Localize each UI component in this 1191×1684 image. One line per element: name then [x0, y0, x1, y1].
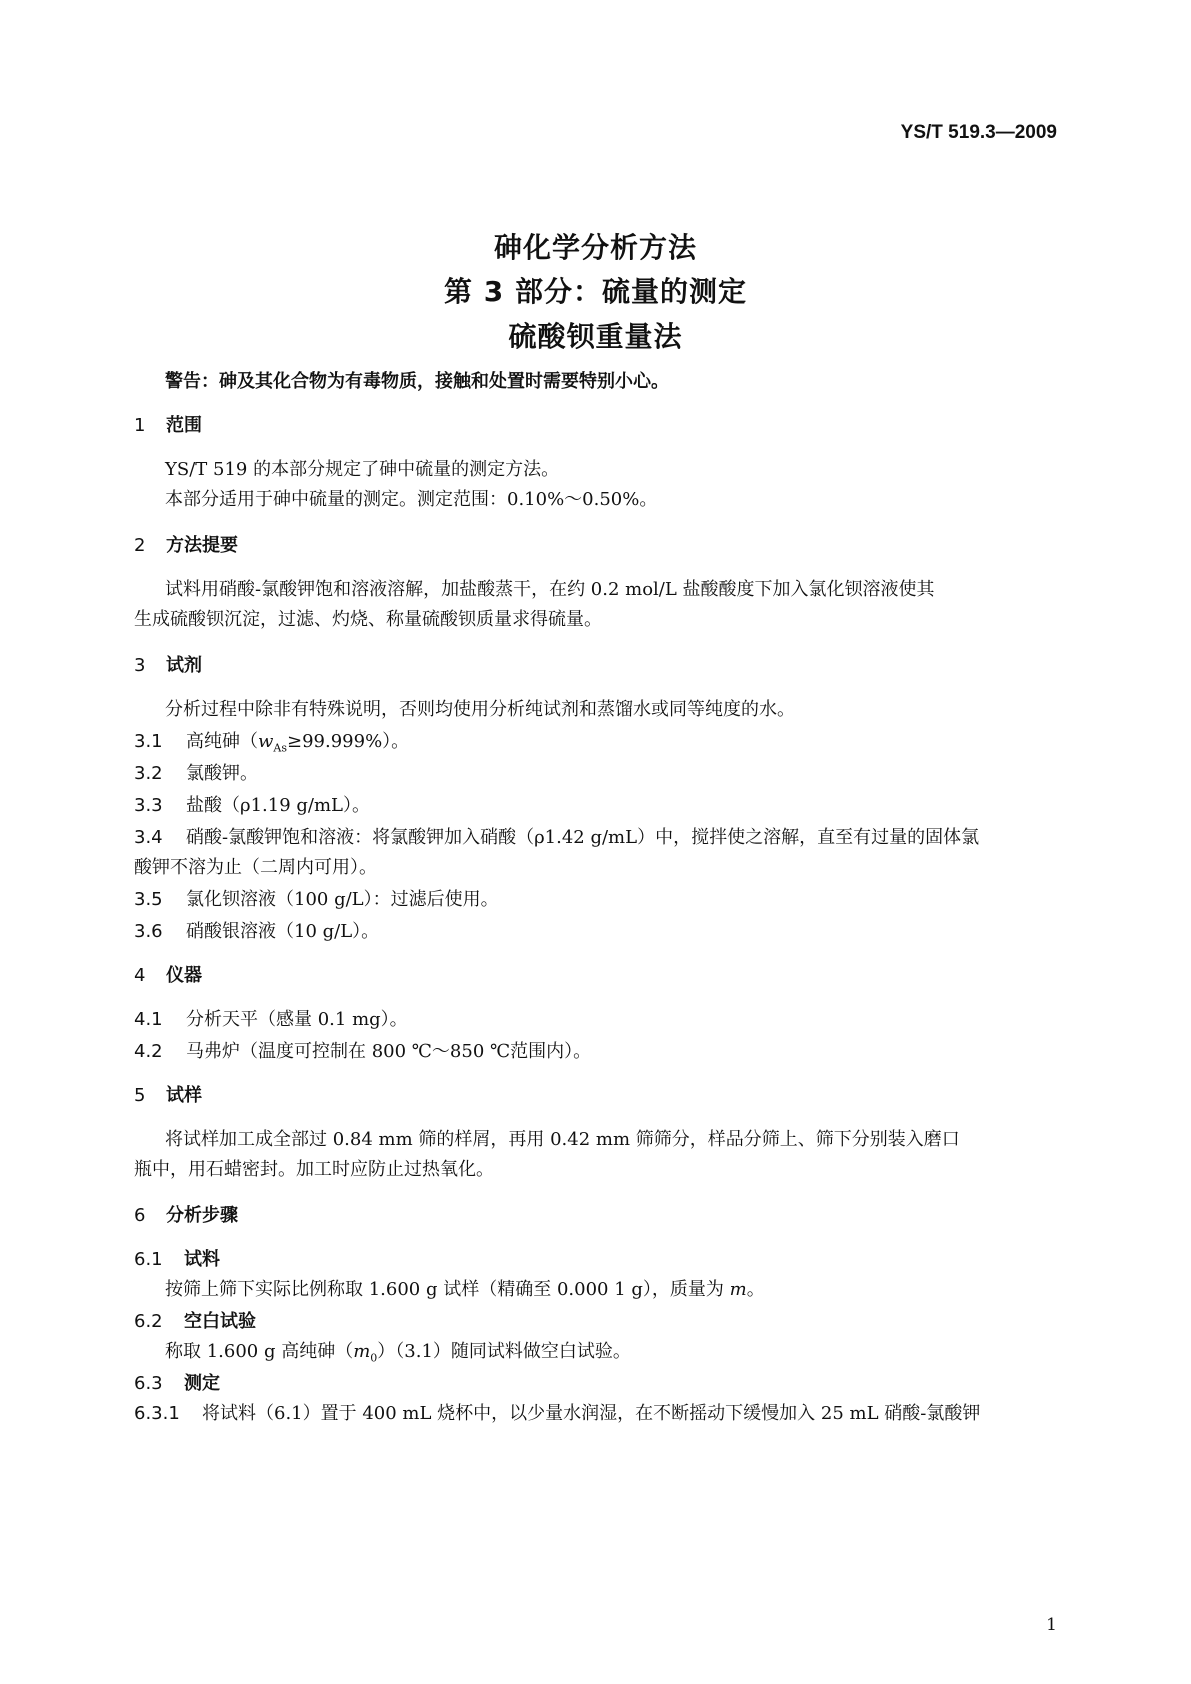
list-item	[134, 887, 499, 913]
math-subscript: 0	[370, 1351, 378, 1365]
subsection-title: 测定	[184, 1373, 220, 1394]
paragraph	[165, 1277, 765, 1303]
item-number: 3.3	[134, 795, 163, 816]
subsection-number: 6.1	[134, 1249, 163, 1270]
item-text: 硝酸银溶液（10 g/L）。	[186, 921, 380, 942]
item-number: 3.6	[134, 921, 163, 942]
item-text: ≥99.999%）。	[287, 731, 410, 752]
math-subscript: As	[273, 741, 288, 755]
item-text: 氯化钡溶液（100 g/L）：过滤后使用。	[186, 889, 499, 910]
paragraph: 分析过程中除非有特殊说明，否则均使用分析纯试剂和蒸馏水或同等纯度的水。	[165, 699, 795, 720]
list-item	[134, 729, 409, 762]
subsection-number: 6.2	[134, 1311, 163, 1332]
item-text: 分析天平（感量 0.1 mg）。	[186, 1009, 408, 1030]
warning-text: 警告：砷及其化合物为有毒物质，接触和处置时需要特别小心。	[165, 371, 669, 392]
section-number: 6	[134, 1205, 146, 1226]
section-6-heading	[134, 1203, 238, 1229]
section-title: 范围	[166, 415, 202, 436]
section-number: 5	[134, 1085, 146, 1106]
section-number: 1	[134, 415, 146, 436]
paragraph: 试料用硝酸-氯酸钾饱和溶液溶解，加盐酸蒸干，在约 0.2 mol/L 盐酸酸度下加入氯化钡溶液使其	[165, 579, 935, 600]
item-number: 3.2	[134, 763, 163, 784]
section-1-heading	[134, 413, 202, 439]
item-number: 4.1	[134, 1009, 163, 1030]
list-item	[134, 1007, 408, 1033]
paragraph-text: 按筛上筛下实际比例称取 1.600 g 试样（精确至 0.000 1 g），质量为	[165, 1279, 730, 1300]
item-text: 马弗炉（温度可控制在 800 ℃～850 ℃范围内）。	[186, 1041, 592, 1062]
section-number: 3	[134, 655, 146, 676]
section-title: 试剂	[166, 655, 202, 676]
list-item	[134, 793, 370, 819]
list-item	[134, 761, 258, 787]
math-symbol: m	[729, 1279, 747, 1300]
list-item	[134, 1039, 591, 1065]
paragraph-text: 称取 1.600 g 高纯砷（	[165, 1341, 354, 1362]
section-4-heading	[134, 963, 202, 989]
paragraph: 将试样加工成全部过 0.84 mm 筛的样屑，再用 0.42 mm 筛筛分，样品分筛上、筛下分别装入磨口	[165, 1129, 960, 1150]
item-number: 3.1	[134, 731, 163, 752]
subsection-number: 6.3	[134, 1373, 163, 1394]
item-number: 6.3.1	[134, 1403, 180, 1424]
item-text: 氯酸钾。	[186, 763, 258, 784]
section-number: 4	[134, 965, 146, 986]
list-item	[134, 825, 979, 851]
subsection-6-3-heading	[134, 1371, 220, 1397]
document-title-line2: 第 3 部分：硫量的测定	[444, 275, 747, 308]
section-3-heading	[134, 653, 202, 679]
document-title-line1: 砷化学分析方法	[493, 231, 697, 264]
section-number: 2	[134, 535, 146, 556]
item-text: 将试料（6.1）置于 400 mL 烧杯中，以少量水润湿，在不断摇动下缓慢加入 25 mL 硝酸-氯酸钾	[202, 1403, 981, 1424]
subsection-6-2-heading	[134, 1309, 256, 1335]
document-title-line3: 硫酸钡重量法	[508, 320, 683, 353]
item-continuation: 酸钾不溶为止（二周内可用）。	[134, 857, 377, 878]
paragraph: 本部分适用于砷中硫量的测定。测定范围：0.10%～0.50%。	[165, 489, 658, 510]
paragraph: YS/T 519 的本部分规定了砷中硫量的测定方法。	[165, 459, 560, 480]
math-symbol: w	[258, 731, 274, 752]
section-title: 仪器	[166, 965, 202, 986]
page-number: 1	[1046, 1615, 1057, 1635]
subsection-title: 试料	[184, 1249, 220, 1270]
math-symbol: m	[353, 1341, 371, 1362]
item-text: 盐酸（ρ1.19 g/mL）。	[186, 795, 370, 816]
item-number: 3.5	[134, 889, 163, 910]
subsection-title: 空白试验	[184, 1311, 256, 1332]
item-number: 3.4	[134, 827, 163, 848]
section-2-heading	[134, 533, 238, 559]
list-item	[134, 1401, 980, 1427]
standard-number: YS/T 519.3—2009	[900, 122, 1057, 143]
item-text: 高纯砷（	[186, 731, 258, 752]
section-title: 分析步骤	[166, 1205, 238, 1226]
item-number: 4.2	[134, 1041, 163, 1062]
paragraph-text: ）（3.1）随同试料做空白试验。	[377, 1341, 631, 1362]
item-text: 硝酸-氯酸钾饱和溶液：将氯酸钾加入硝酸（ρ1.42 g/mL）中，搅拌使之溶解，直至有过量的固体氯	[186, 827, 980, 848]
list-item	[134, 919, 379, 945]
section-title: 方法提要	[166, 535, 238, 556]
paragraph-text: 。	[746, 1279, 765, 1300]
paragraph: 瓶中，用石蜡密封。加工时应防止过热氧化。	[134, 1159, 494, 1180]
section-title: 试样	[166, 1085, 202, 1106]
section-5-heading	[134, 1083, 202, 1109]
paragraph: 生成硫酸钡沉淀，过滤、灼烧、称量硫酸钡质量求得硫量。	[134, 609, 602, 630]
subsection-6-1-heading	[134, 1247, 220, 1273]
paragraph	[165, 1339, 631, 1372]
